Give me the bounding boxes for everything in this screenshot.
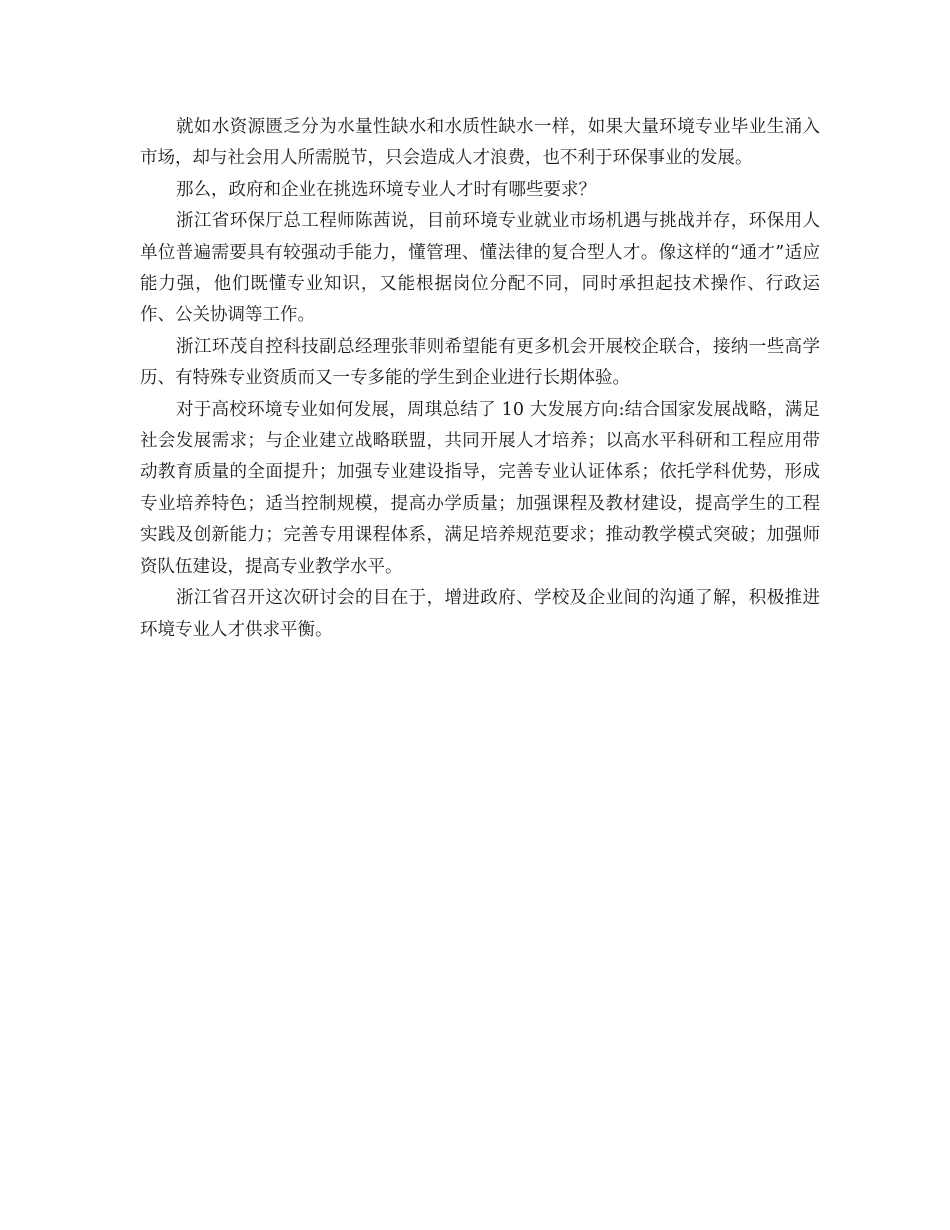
article-body bbox=[140, 112, 820, 646]
paragraph-chen-xi-quote: 浙江省环保厅总工程师陈茜说，目前环境专业就业市场机遇与挑战并存，环保用人单位普遍需要具有较强动手能力，懂管理、懂法律的复合型人才。像这样的“通才”适应能力强，他们既懂专业知识，又能根据岗位分配不同，同时承担起技术操作、行政运作、公关协调等工作。 bbox=[140, 211, 820, 326]
paragraph-development-directions: 对于高校环境专业如何发展，周琪总结了 10 大发展方向:结合国家发展战略，满足社会发展需求；与企业建立战略联盟，共同开展人才培养；以高水平科研和工程应用带动教育质量的全面提升；加强专业建设指导，完善专业认证体系；依托学科优势，形成专业培养特色；适当控制规模，提高办学质量；加强课程及教材建设，提高学生的工程实践及创新能力；完善专用课程体系，满足培养规范要求；推动教学模式突破；加强师资队伍建设，提高专业教学水平。 bbox=[140, 399, 820, 577]
paragraph-question: 那么，政府和企业在挑选环境专业人才时有哪些要求？ bbox=[176, 179, 596, 200]
paragraph-water-analogy: 就如水资源匮乏分为水量性缺水和水质性缺水一样，如果大量环境专业毕业生涌入市场，却与社会用人所需脱节，只会造成人才浪费，也不利于环保事业的发展。 bbox=[140, 117, 820, 169]
paragraph-zhang-fei-quote: 浙江环茂自控科技副总经理张菲则希望能有更多机会开展校企联合，接纳一些高学历、有特殊专业资质而又一专多能的学生到企业进行长期体验。 bbox=[140, 336, 820, 389]
paragraph-conclusion: 浙江省召开这次研讨会的目在于，增进政府、学校及企业间的沟通了解，积极推进环境专业人才供求平衡。 bbox=[140, 588, 820, 640]
